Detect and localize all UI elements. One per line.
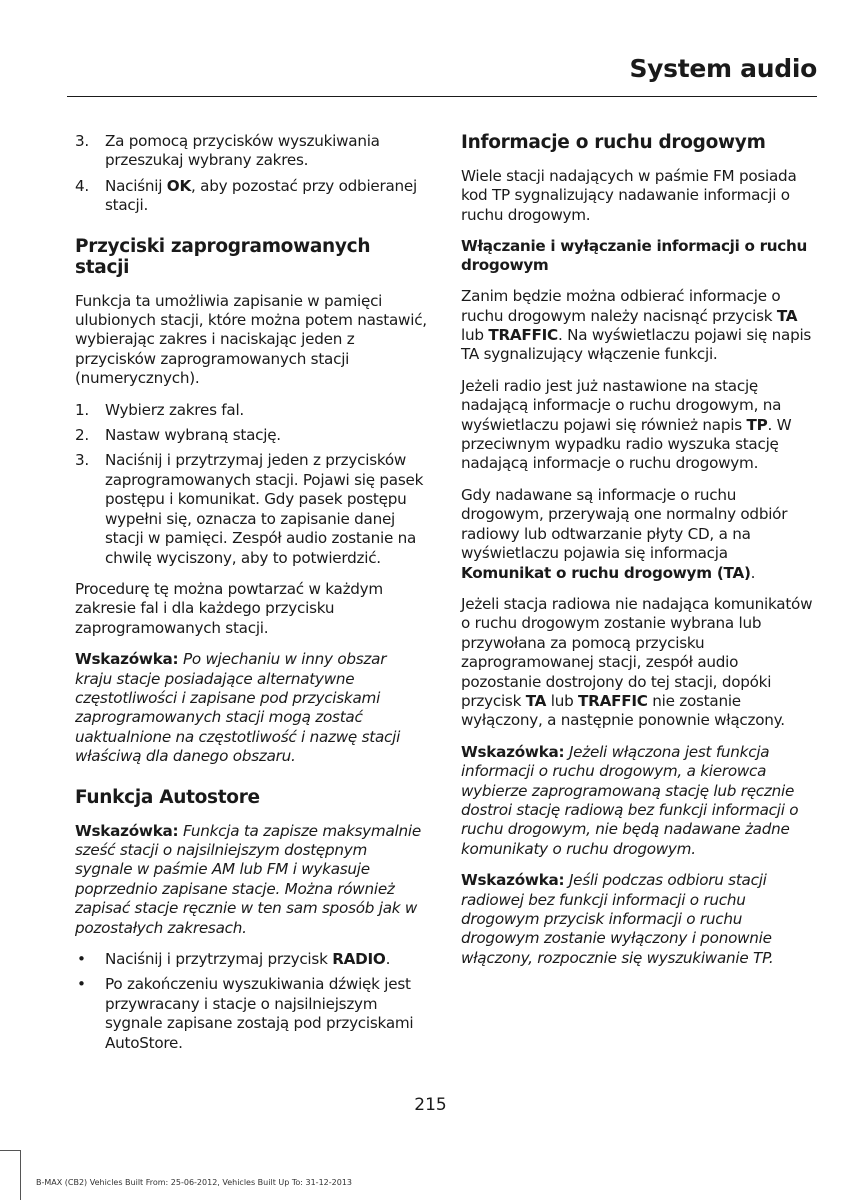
button-name-traffic: TRAFFIC — [578, 691, 648, 710]
bullet-mark: • — [77, 975, 86, 994]
paragraph-presets-repeat: Procedurę tę można powtarzać w każdym zakresie fal i dla każdego przycisku zaprogramowanych stacji. — [75, 579, 383, 637]
list-item — [75, 177, 427, 216]
paragraph-traffic-3 — [461, 486, 813, 583]
paragraph-traffic-2 — [461, 377, 813, 474]
note-traffic-1 — [461, 743, 813, 859]
list-item — [75, 426, 427, 445]
bullet-mark: • — [77, 950, 86, 968]
note-label: Wskazówka: — [75, 821, 179, 840]
heading-presets: Przyciski zaprogramowanych stacji — [75, 235, 371, 278]
text-run: . — [750, 563, 756, 582]
list-item-number: 2. — [75, 426, 89, 445]
text-run: Jeżeli stacja radiowa nie nadająca komunikatów o ruchu drogowym zostanie wybrana lub przywołana za pomocą przycisku zaprogramowanej stacji, zespół audio pozostanie dostrojony do tej stacji, dopóki przycisk — [461, 594, 813, 710]
page-number: 215 — [414, 1095, 447, 1115]
list-item-text: Nastaw wybraną stację. — [105, 426, 281, 445]
button-name-ok: OK — [166, 176, 191, 195]
list-item-number: 3. — [75, 132, 89, 150]
footer-text: B-MAX (CB2) Vehicles Built From: 25-06-2012, Vehicles Built Up To: 31-12-2013 — [36, 1178, 352, 1187]
list-item — [75, 401, 427, 420]
list-item — [75, 132, 427, 171]
note-label: Wskazówka: — [461, 871, 565, 890]
paragraph-presets-intro: Funkcja ta umożliwia zapisanie w pamięci ulubionych stacji, które można potem nastawić, wybierając zakres i naciskając jeden z przycisków zaprogramowanych stacji (numerycznych). — [75, 291, 427, 388]
right-column — [461, 132, 813, 980]
text-run: . — [385, 950, 391, 968]
text-run: lub — [461, 326, 489, 345]
list-item-number: 4. — [75, 176, 89, 195]
list-item — [75, 451, 427, 567]
button-name-ta: TA — [776, 306, 798, 325]
display-text-tp: TP — [746, 415, 768, 434]
list-item-text — [105, 177, 427, 216]
paragraph-traffic-4 — [461, 595, 813, 731]
steps-top-list — [75, 132, 427, 216]
paragraph-traffic-1 — [461, 287, 813, 365]
note-traffic-2 — [461, 871, 813, 968]
button-name-radio: RADIO — [332, 950, 386, 968]
text-run: , aby pozostać przy odbieranej stacji. — [105, 176, 417, 215]
text-run: . Na wyświetlaczu pojawi się napis TA sygnalizujący włączenie funkcji. — [461, 326, 812, 364]
crop-mark — [20, 1150, 21, 1200]
list-item-text: Wybierz zakres fal. — [105, 400, 245, 419]
list-item-text: Za pomocą przycisków wyszukiwania przeszukaj wybrany zakres. — [105, 132, 380, 170]
list-item — [75, 950, 427, 969]
autostore-bullet-list — [75, 950, 427, 1053]
text-run: Zanim będzie można odbierać informacje o ruchu drogowym należy nacisnąć przycisk — [461, 287, 781, 325]
page-header-title: System audio — [629, 54, 817, 83]
button-name-traffic: TRAFFIC — [488, 326, 558, 345]
crop-mark — [0, 1150, 20, 1151]
steps-presets-list — [75, 401, 427, 568]
paragraph-traffic-intro: Wiele stacji nadających w paśmie FM posiada kod TP sygnalizujący nadawanie informacji o ruchu drogowym. — [461, 167, 797, 224]
text-run: . W przeciwnym wypadku radio wyszuka stację nadającą informacje o ruchu drogowym. — [461, 415, 792, 473]
note-label: Wskazówka: — [75, 650, 179, 669]
text-run: Naciśnij i przytrzymaj przycisk — [105, 950, 333, 968]
text-run: Naciśnij — [105, 176, 167, 195]
text-run: Jeżeli radio jest już nastawione na stację nadającą informacje o ruchu drogowym, na wyświetlaczu pojawi się również napis — [461, 376, 782, 434]
list-item — [75, 975, 427, 1053]
header-rule — [67, 96, 817, 97]
left-column — [75, 132, 427, 1065]
note-text: Po wjechaniu w inny obszar kraju stacje posiadające alternatywne częstotliwości i zapisane pod przyciskami zaprogramowanych stacji mogą zostać uaktualnione na częstotliwość i nazwę stacji właściwą dla danego obszaru. — [75, 650, 401, 766]
list-item-number: 1. — [75, 400, 89, 419]
note-presets — [75, 650, 427, 766]
heading-traffic: Informacje o ruchu drogowym — [461, 132, 766, 153]
text-run: Gdy nadawane są informacje o ruchu drogowym, przerywają one normalny odbiór radiowy lub odtwarzanie płyty CD, a na wyświetlaczu pojawia się informacja — [461, 485, 788, 563]
note-text: Funkcja ta zapisze maksymalnie sześć stacji o najsilniejszym dostępnym sygnale w paśmie AM lub FM i wykasuje poprzednio zapisane stacje. Można również zapisać stacje ręcznie w ten sam sposób jak w pozostałych zakresach. — [75, 821, 421, 937]
note-autostore — [75, 822, 427, 938]
heading-autostore: Funkcja Autostore — [75, 786, 260, 808]
display-text-ta-message: Komunikat o ruchu drogowym (TA) — [461, 563, 751, 582]
button-name-ta: TA — [525, 691, 547, 710]
list-item-text: Naciśnij i przytrzymaj jeden z przycisków zaprogramowanych stacji. Pojawi się pasek postępu i komunikat. Gdy pasek postępu wypełni się, oznacza to zapisanie danej stacji w pamięci. Zespół audio zostanie na chwilę wyciszony, aby to potwierdzić. — [105, 451, 424, 567]
text-run: nie zostanie wyłączony, a następnie ponownie włączony. — [461, 691, 785, 730]
list-item-text — [105, 950, 427, 969]
note-label: Wskazówka: — [461, 742, 565, 761]
subheading-traffic-toggle: Włączanie i wyłączanie informacji o ruchu drogowym — [461, 237, 808, 275]
list-item-number: 3. — [75, 451, 89, 470]
note-text: Jeżeli włączona jest funkcja informacji o ruchu drogowym, a kierowca wybierze zaprogramowaną stację lub ręcznie dostroi stację radiową bez funkcji informacji o ruchu drogowym, nie będą nadawane żadne komunikaty o ruchu drogowym. — [461, 742, 799, 858]
note-text: Jeśli podczas odbioru stacji radiowej bez funkcji informacji o ruchu drogowym przycisk informacji o ruchu drogowym zostanie wyłączony i ponownie włączony, rozpocznie się wyszukiwanie TP. — [461, 871, 774, 967]
text-run: lub — [546, 691, 579, 710]
list-item-text: Po zakończeniu wyszukiwania dźwięk jest przywracany i stacje o najsilniejszym sygnale zapisane zostają pod przyciskami AutoStore. — [105, 975, 414, 1052]
